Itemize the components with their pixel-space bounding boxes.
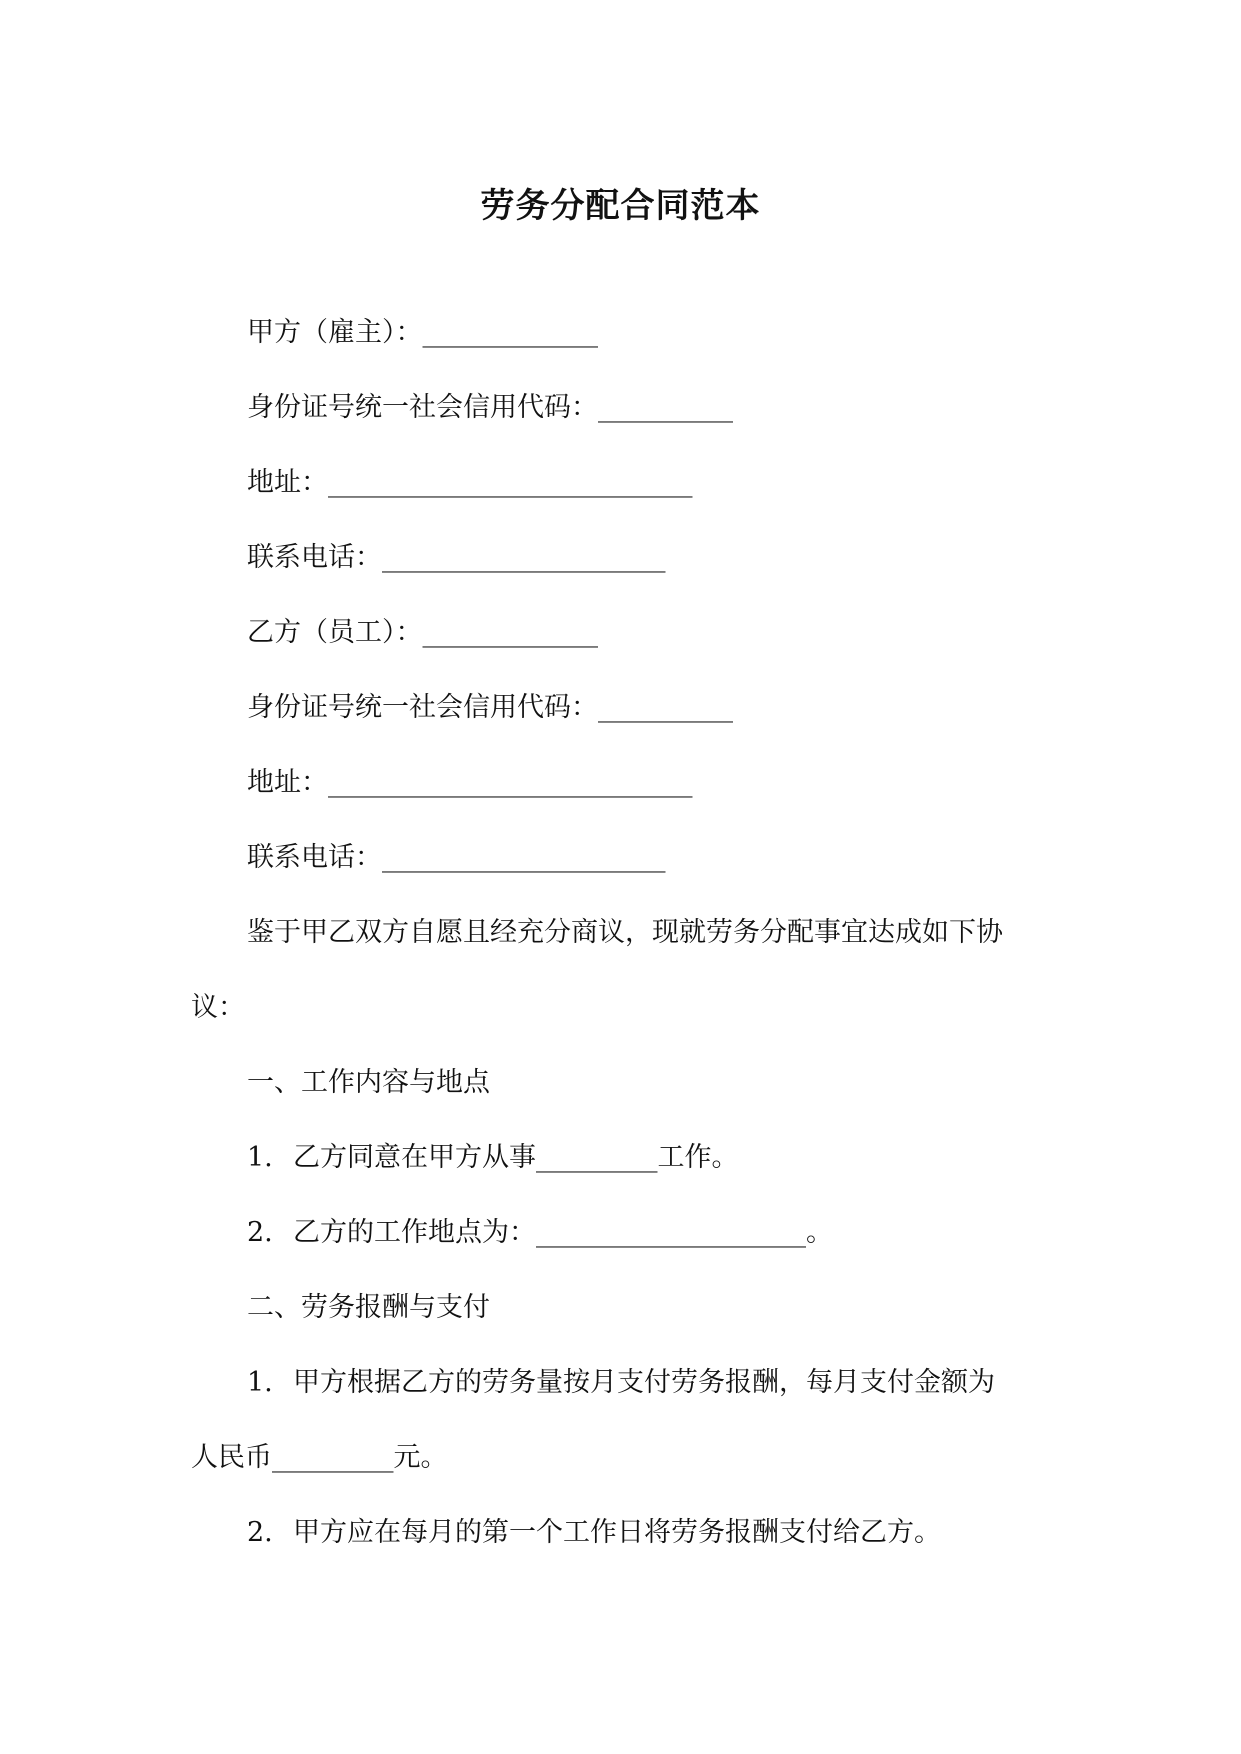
party-b-address-line: 地址：___________________________ xyxy=(247,767,693,798)
preamble-line-1: 鉴于甲乙双方自愿且经充分商议，现就劳务分配事宜达成如下协 xyxy=(247,917,1003,948)
section-2-heading: 二、劳务报酬与支付 xyxy=(247,1292,490,1323)
list-number: 1. xyxy=(247,1367,273,1398)
party-b-name-line: 乙方（员工）：_____________ xyxy=(247,617,598,648)
section-1-item-2 xyxy=(247,1213,833,1253)
party-a-id-line: 身份证号统一社会信用代码：__________ xyxy=(247,392,733,423)
section-1-item-1 xyxy=(247,1138,739,1178)
document-title: 劳务分配合同范本 xyxy=(480,186,761,226)
section-2-item-2 xyxy=(247,1513,941,1553)
section-2-item-1-continuation: 人民币_________元。 xyxy=(191,1442,448,1473)
list-text: 乙方的工作地点为：____________________。 xyxy=(293,1217,833,1248)
party-a-name-line: 甲方（雇主）：_____________ xyxy=(247,317,598,348)
list-number: 2. xyxy=(247,1517,273,1548)
list-number: 1. xyxy=(247,1142,273,1173)
party-a-address-line: 地址：___________________________ xyxy=(247,467,693,498)
section-1-heading: 一、工作内容与地点 xyxy=(247,1067,490,1098)
list-number: 2. xyxy=(247,1217,273,1248)
list-text: 乙方同意在甲方从事_________工作。 xyxy=(293,1142,739,1173)
list-text: 甲方应在每月的第一个工作日将劳务报酬支付给乙方。 xyxy=(293,1517,941,1548)
party-b-id-line: 身份证号统一社会信用代码：__________ xyxy=(247,692,733,723)
preamble-line-2: 议： xyxy=(191,992,245,1023)
section-2-item-1 xyxy=(247,1363,995,1403)
party-b-phone-line: 联系电话：_____________________ xyxy=(247,842,666,873)
party-a-phone-line: 联系电话：_____________________ xyxy=(247,542,666,573)
list-text: 甲方根据乙方的劳务量按月支付劳务报酬，每月支付金额为 xyxy=(293,1367,995,1398)
